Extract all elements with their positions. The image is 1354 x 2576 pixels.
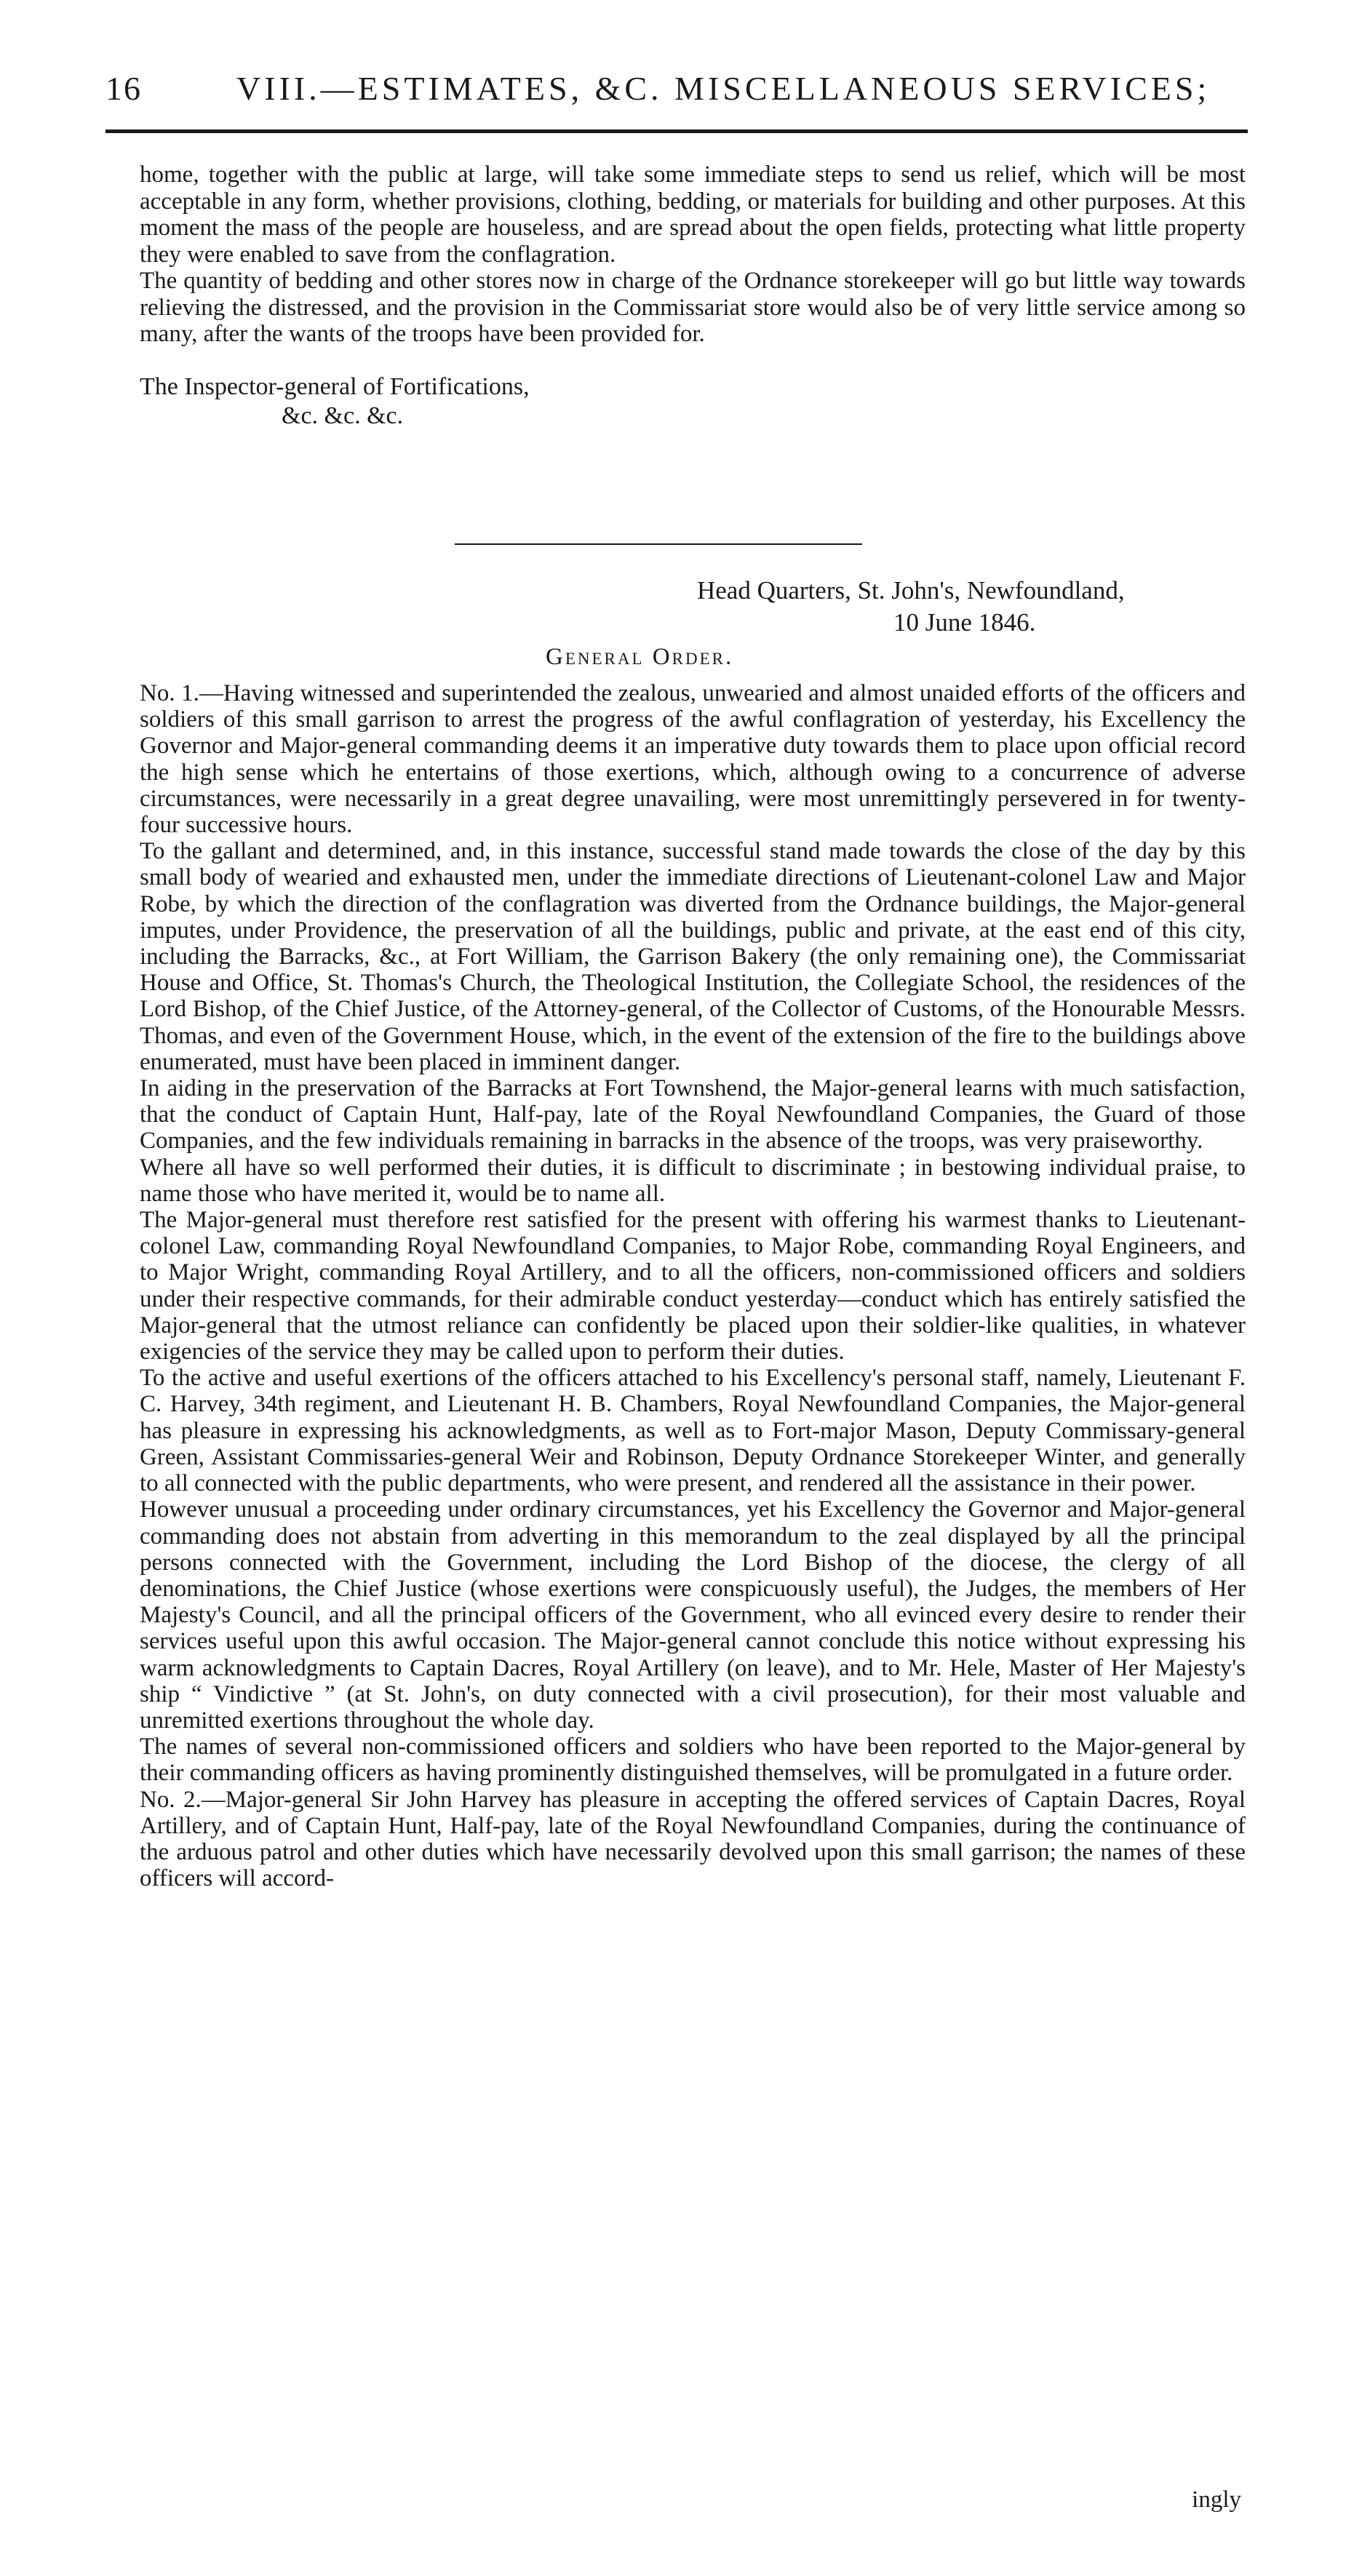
order-paragraph: Where all have so well performed their duties, it is difficult to discriminate ; in bestowing individual praise, to name those who have merited it, would be to name all. [140,1154,1246,1207]
letter-paragraph: home, together with the public at large, will take some immediate steps to send us relief, which will be most acceptable in any form, whether provisions, clothing, bedding, or materials for building and other purposes. At this moment the mass of the people are houseless, and are spread about the open fields, protecting what little property they were enabled to save from the conflagration. [140,162,1246,268]
page-number: 16 [105,70,142,107]
general-order-body [140,680,1246,1891]
header-rule [105,129,1248,133]
section-divider [455,543,862,545]
catchword: ingly [1192,2487,1241,2513]
order-paragraph: To the gallant and determined, and, in this instance, successful stand made towards the close of the day by this small body of wearied and exhausted men, under the immediate directions of Lieutenant-colonel Law and Major Robe, by which the direction of the conflagration was diverted from the Ordnance buildings, the Major-general imputes, under Providence, the preservation of all the buildings, public and private, at the east end of this city, including the Barracks, &c., at Fort William, the Garrison Bakery (the only remaining one), the Commissariat House and Office, St. Thomas's Church, the Theological Institution, the Collegiate School, the residences of the Lord Bishop, of the Chief Justice, of the Attorney-general, of the Collector of Customs, of the Honourable Messrs. Thomas, and even of the Government House, which, in the event of the extension of the fire to the buildings above enumerated, must have been placed in imminent danger. [140,838,1246,1075]
order-paragraph: The Major-general must therefore rest satisfied for the present with offering his warmest thanks to Lieutenant-colonel Law, commanding Royal Newfoundland Companies, to Major Robe, commanding Royal Engineers, and to Major Wright, commanding Royal Artillery, and to all the officers, non-commissioned officers and soldiers under their respective commands, for their admirable conduct yesterday—conduct which has entirely satisfied the Major-general that the utmost reliance can confidently be placed upon their soldier-like qualities, in whatever exigencies of the service they may be called upon to perform their duties. [140,1207,1246,1365]
letter-section [140,162,1246,431]
order-paragraph: However unusual a proceeding under ordinary circumstances, yet his Excellency the Governor and Major-general commanding does not abstain from adverting in this memorandum to the zeal displayed by all the principal persons connected with the Government, including the Lord Bishop of the diocese, the clergy of all denominations, the Chief Justice (whose exertions were conspicuously useful), the Judges, the members of Her Majesty's Council, and all the principal officers of the Government, who all evinced every desire to render their services useful upon this awful occasion. The Major-general cannot conclude this notice without expressing his warm acknowledgments to Captain Dacres, Royal Artillery (on leave), and to Mr. Hele, Master of Her Majesty's ship “ Vindictive ” (at St. John's, on duty connected with a civil prosecution), for their most valuable and unremitted exertions throughout the whole day. [140,1496,1246,1734]
signature-line: The Inspector-general of Fortifications, [140,372,530,400]
page-header [105,69,1248,120]
order-dateline [697,575,1250,639]
order-paragraph: No. 2.—Major-general Sir John Harvey has pleasure in accepting the offered services of Captain Dacres, Royal Artillery, and of Captain Hunt, Half-pay, late of the Royal Newfoundland Companies, during the continuance of the arduous patrol and other duties which have necessarily devolved upon this small garrison; the names of these officers will accord- [140,1786,1246,1892]
running-head: VIII.—ESTIMATES, &C. MISCELLANEOUS SERVICES; [236,70,1211,107]
letter-signature [140,372,1246,431]
order-paragraph: In aiding in the preservation of the Barracks at Fort Townshend, the Major-general learns with much satisfaction, that the conduct of Captain Hunt, Half-pay, late of the Royal Newfoundland Companies, the Guard of those Companies, and the few individuals remaining in barracks in the absence of the troops, was very praiseworthy. [140,1075,1246,1155]
dateline-date: 10 June 1846. [893,608,1036,637]
order-paragraph: To the active and useful exertions of the officers attached to his Excellency's personal staff, namely, Lieutenant F. C. Harvey, 34th regiment, and Lieutenant H. B. Chambers, Royal Newfoundland Companies, the Major-general has pleasure in expressing his acknowledgments, as well as to Fort-major Mason, Deputy Commissary-general Green, Assistant Commissaries-general Weir and Robinson, Deputy Ordnance Storekeeper Winter, and generally to all connected with the public departments, who were present, and rendered all the assistance in their power. [140,1365,1246,1497]
signature-line: &c. &c. &c. [282,402,404,429]
order-paragraph: No. 1.—Having witnessed and superintended the zealous, unwearied and almost unaided efforts of the officers and soldiers of this small garrison to arrest the progress of the awful conflagration of yesterday, his Excellency the Governor and Major-general commanding deems it an imperative duty towards them to place upon official record the high sense which he entertains of those exertions, which, although owing to a concurrence of adverse circumstances, were necessarily in a great degree unavailing, were most unremittingly persevered in for twenty-four successive hours. [140,680,1246,839]
dateline-place: Head Quarters, St. John's, Newfoundland, [697,576,1125,605]
order-paragraph: The names of several non-commissioned officers and soldiers who have been reported to the Major-general by their commanding officers as having prominently distinguished themselves, will be promulgated in a future order. [140,1734,1246,1787]
order-heading: General Order. [546,644,734,670]
letter-paragraph: The quantity of bedding and other stores now in charge of the Ordnance storekeeper will go but little way towards relieving the distressed, and the provision in the Commissariat store would also be of very little service among so many, after the wants of the troops have been provided for. [140,268,1246,347]
